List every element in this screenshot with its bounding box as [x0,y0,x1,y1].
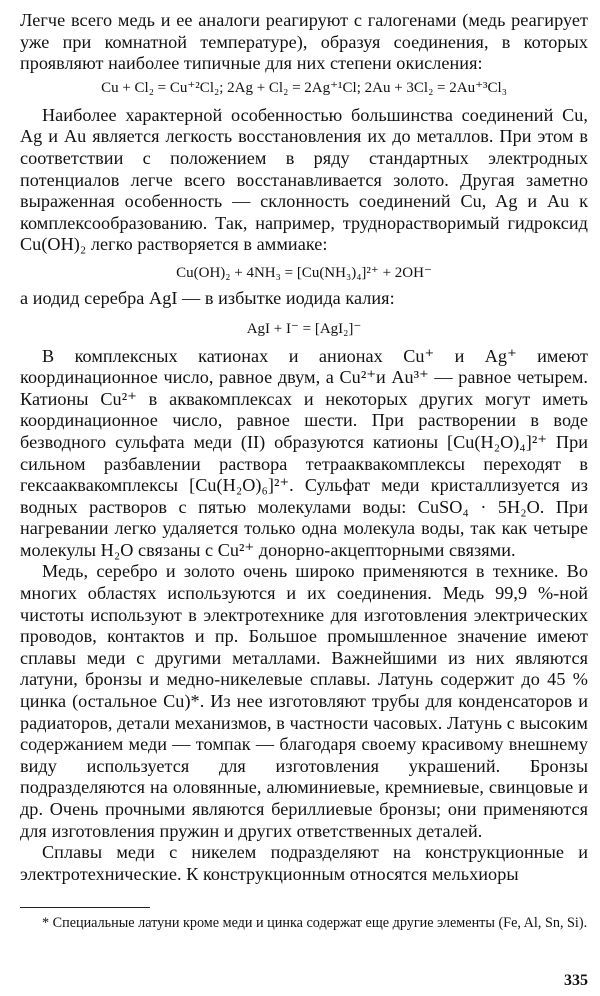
formula-iodide-complex: AgI + I⁻ = [AgI₂]⁻ [246,320,362,337]
paragraph-copper-nickel: Сплавы меди с никелем подразделяют на конструкционные и электротехнические. К конструкционным относятся мельхиоры [20,842,588,884]
footnote-divider [20,907,150,908]
paragraph-halogens: Легче всего медь и ее аналоги реагируют с галогенами (медь реагирует уже при комнатной температуре), образуя соединения, в которых проявляют наиболее типичные для них степени окисления: [20,10,588,74]
formula-halogen-reactions: Cu + Cl₂ = Cu⁺²Cl₂; 2Ag + Cl₂ = 2Ag⁺¹Cl; 2Au + 3Cl₂ = 2Au⁺³Cl₃ [101,79,507,96]
page-number: 335 [564,972,588,989]
text-page [20,10,588,990]
footnote: * Специальные латуни кроме меди и цинка содержат еще другие элементы (Fe, Al, Sn, Si). [42,915,588,932]
paragraph-silver-iodide: а иодид серебра AgI — в избытке иодида калия: [20,287,395,308]
paragraph-coordination: В комплексных катионах и анионах Cu⁺ и Ag⁺ имеют координационное число, равное двум, а Cu²⁺и Au³⁺ — равное четырем. Катионы Cu²⁺ в аквакомплексах и некоторых других могут иметь координационное число, равное шести. При растворении в воде безводного сульфата меди (II) образуются катионы [Cu(H₂O)₄]²⁺ При сильном разбавлении раствора тетрааквакомплексы переходят в гексааквакомплексы [Cu(H₂O)₆]²⁺. Сульфат меди кристаллизуется из водных растворов с пятью молекулами воды: CuSO₄ · 5H₂O. При нагревании легко удаляется только одна молекула воды, так как четыре молекулы H₂O связаны с Cu²⁺ донорно-акцепторными связями. [20,345,588,560]
formula-ammonia-complex: Cu(OH)₂ + 4NH₃ = [Cu(NH₃)₄]²⁺ + 2OH⁻ [176,264,432,281]
paragraph-reduction: Наиболее характерной особенностью большинства соединений Cu, Ag и Au является легкость восстановления их до металлов. При этом в соответствии с положением в ряду стандартных электродных потенциалов легче всего восстанавливается золото. Другая заметно выраженная особенность — склонность соединений Cu, Ag и Au к комплексообразованию. Так, например, труднорастворимый гидроксид Cu(OH)₂ легко растворяется в аммиаке: [20,104,588,255]
paragraph-applications: Медь, серебро и золото очень широко применяются в технике. Во многих областях используются и их соединения. Медь 99,9 %-ной чистоты используют в электротехнике для изготовления электрических проводов, контактов и пр. Большое промышленное значение имеют сплавы меди с другими металлами. Важнейшими из них являются латуни, бронзы и медно-никелевые сплавы. Латунь содержит до 45 % цинка (остальное Cu)*. Из нее изготовляют трубы для конденсаторов и радиаторов, детали механизмов, в частности часовых. Латунь с высоким содержанием меди — томпак — благодаря своему красивому внешнему виду используется для изготовления украшений. Бронзы подразделяются на оловянные, алюминиевые, кремниевые, свинцовые и др. Очень прочными являются бериллиевые бронзы; они применяются для изготовления пружин и других ответственных деталей. [20,561,588,841]
